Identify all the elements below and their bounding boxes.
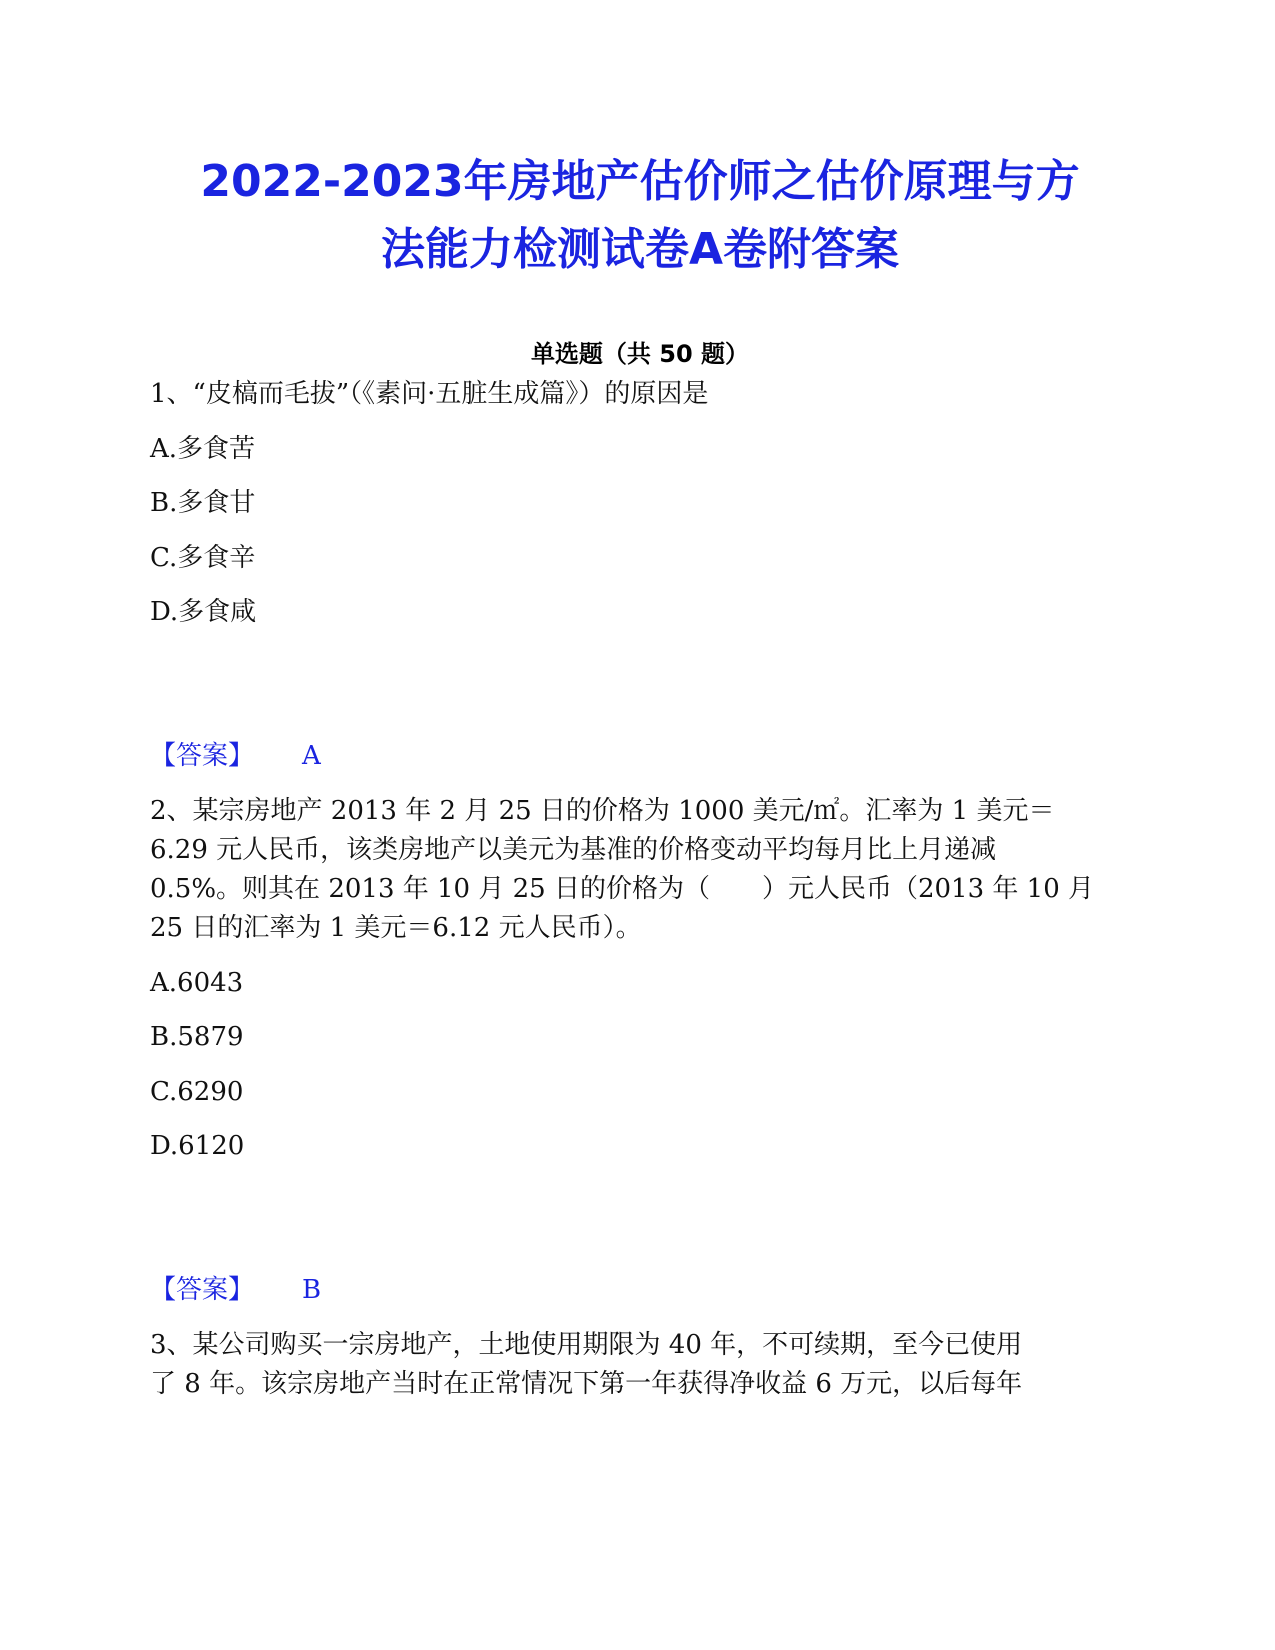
- answer-value: B: [302, 1275, 322, 1305]
- title-line-2: 法能力检测试卷A卷附答案: [380, 224, 900, 275]
- question-1-option-c: C.多食辛: [150, 543, 256, 573]
- question-1-option-d: D.多食咸: [150, 597, 257, 627]
- question-3-stem-line-2: 了 8 年。该宗房地产当时在正常情况下第一年获得净收益 6 万元，以后每年: [150, 1369, 1023, 1399]
- question-3-stem-line-1: 3、某公司购买一宗房地产，土地使用期限为 40 年，不可续期，至今已使用: [150, 1330, 1023, 1360]
- question-2-stem-line-2: 6.29 元人民币，该类房地产以美元为基准的价格变动平均每月比上月递减: [150, 835, 997, 865]
- question-2-stem-line-4: 25 日的汇率为 1 美元＝6.12 元人民币）。: [150, 913, 642, 943]
- question-1-option-a: A.多食苦: [150, 434, 256, 464]
- question-2-stem-line-1: 2、某宗房地产 2013 年 2 月 25 日的价格为 1000 美元/㎡。汇率为 1 美元＝: [150, 796, 1055, 826]
- question-2-option-c: C.6290: [150, 1077, 244, 1107]
- document-title: [140, 148, 1140, 284]
- question-2-option-a: A.6043: [150, 968, 244, 998]
- title-line-1: 2022-2023年房地产估价师之估价原理与方: [200, 156, 1080, 207]
- section-header: 单选题（共 50 题）: [530, 340, 750, 368]
- answer-value: A: [302, 741, 321, 771]
- question-1-answer: [150, 736, 321, 776]
- question-1-stem: 1、“皮槁而毛拔”（《素问·五脏生成篇》）的原因是: [150, 379, 709, 409]
- question-2-option-b: B.5879: [150, 1022, 244, 1052]
- question-2-answer: [150, 1270, 321, 1310]
- question-2-stem-line-3: 0.5%。则其在 2013 年 10 月 25 日的价格为（ ）元人民币（2013 年 10 月: [150, 874, 1095, 904]
- question-2-option-d: D.6120: [150, 1131, 245, 1161]
- answer-label: 【答案】: [150, 741, 255, 771]
- answer-label: 【答案】: [150, 1275, 255, 1305]
- question-1-option-b: B.多食甘: [150, 488, 256, 518]
